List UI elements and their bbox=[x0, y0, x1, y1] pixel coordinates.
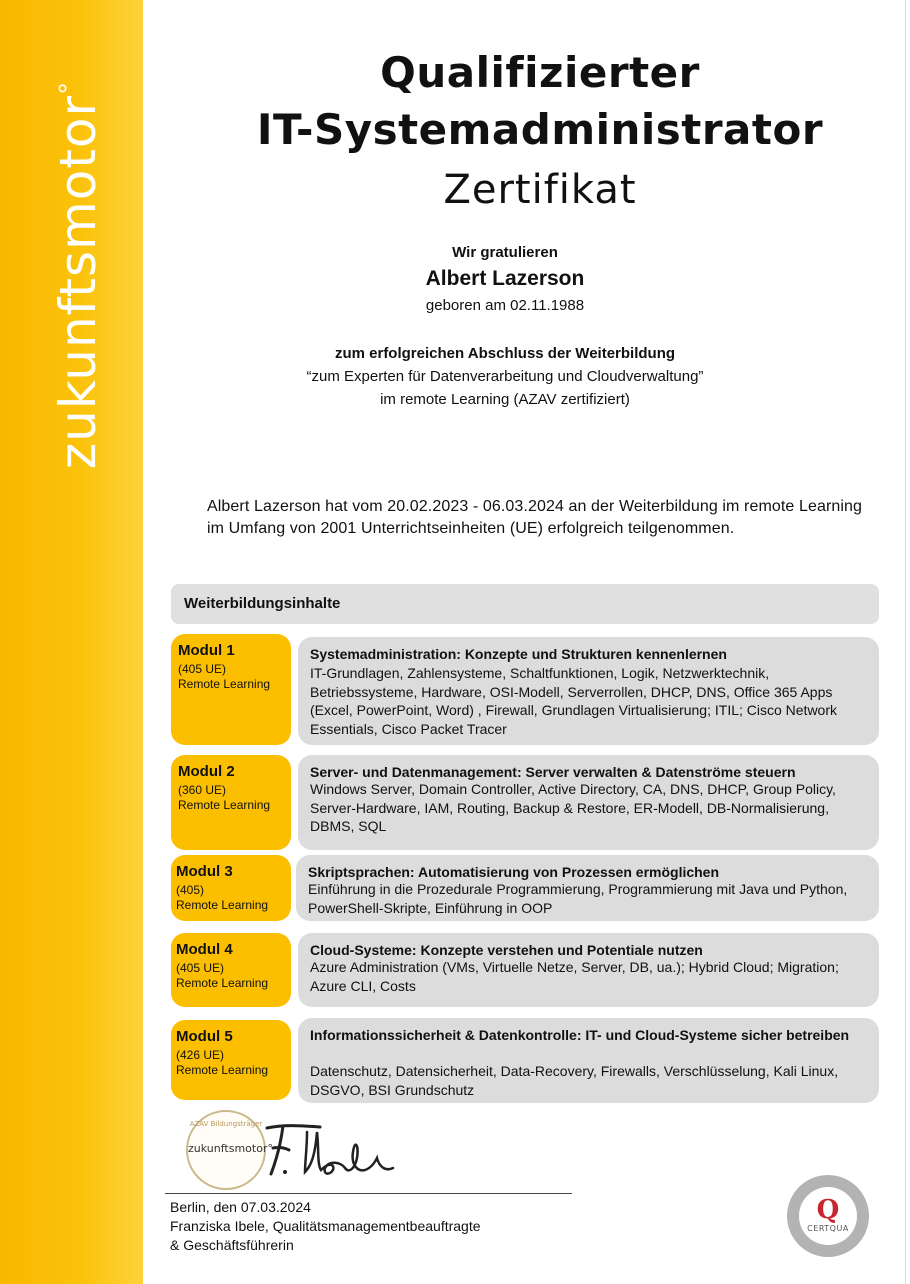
module-title: Skriptsprachen: Automatisierung von Prozessen ermöglichen bbox=[308, 864, 720, 880]
brand-logo: zukunftsmotor° bbox=[49, 80, 107, 470]
module-mode: Remote Learning bbox=[176, 976, 269, 990]
course-title: “zum Experten für Datenverarbeitung und Cloudverwaltung” bbox=[306, 368, 704, 385]
module-badge bbox=[171, 755, 291, 850]
module-title: Systemadministration: Konzepte und Strukturen kennenlernen bbox=[310, 646, 727, 662]
course-mode: im remote Learning (AZAV zertifiziert) bbox=[380, 391, 630, 408]
module-units: (405) bbox=[176, 883, 205, 897]
module-mode: Remote Learning bbox=[178, 798, 271, 812]
module-title: Cloud-Systeme: Konzepte verstehen und Potentiale nutzen bbox=[310, 942, 703, 958]
module-units: (426 UE) bbox=[176, 1048, 225, 1062]
contents-heading: Weiterbildungsinhalte bbox=[184, 595, 341, 612]
certqua-label: CERTQUA bbox=[807, 1224, 849, 1233]
module-units: (360 UE) bbox=[178, 783, 227, 797]
module-description bbox=[298, 637, 879, 745]
module-name: Modul 1 bbox=[178, 642, 235, 659]
module-title: Informationssicherheit & Datenkontrolle: IT- und Cloud-Systeme sicher betreiben bbox=[310, 1027, 850, 1043]
completion-text: zum erfolgreichen Abschluss der Weiterbildung bbox=[334, 345, 676, 362]
module-details: Windows Server, Domain Controller, Active Directory, CA, DNS, DHCP, Group Policy, Server-Hardware, IAM, Routing, Backup & Restore, ER-Modell, DB-Normalisierung, DBMS, SQL bbox=[310, 781, 836, 834]
module-mode: Remote Learning bbox=[176, 1063, 269, 1077]
handwritten-signature bbox=[245, 1118, 415, 1182]
signer-role: & Geschäftsführerin bbox=[170, 1237, 294, 1253]
place-date: Berlin, den 07.03.2024 bbox=[170, 1199, 311, 1215]
contents-heading-bar bbox=[171, 584, 879, 624]
brand-sidebar bbox=[0, 0, 143, 1284]
module-details: Azure Administration (VMs, Virtuelle Netze, Server, DB, ua.); Hybrid Cloud; Migration; Azure CLI, Costs bbox=[310, 959, 839, 994]
module-badge bbox=[171, 933, 291, 1007]
certqua-badge bbox=[787, 1175, 869, 1257]
module-description bbox=[298, 755, 879, 850]
module-description bbox=[296, 855, 879, 921]
module-badge bbox=[171, 855, 291, 921]
certificate-title-line3: Zertifikat bbox=[443, 167, 637, 213]
birth-date: geboren am 02.11.1988 bbox=[425, 297, 585, 314]
certqua-q-icon: Q bbox=[816, 1195, 840, 1225]
congrats-text: Wir gratulieren bbox=[452, 244, 558, 261]
module-units: (405 UE) bbox=[178, 662, 227, 676]
module-mode: Remote Learning bbox=[178, 677, 271, 691]
module-name: Modul 3 bbox=[176, 863, 233, 880]
module-description bbox=[298, 933, 879, 1007]
module-units: (405 UE) bbox=[176, 961, 225, 975]
module-name: Modul 4 bbox=[176, 941, 233, 958]
module-details: Einführung in die Prozedurale Programmierung, Programmierung mit Java und Python, PowerShell-Skripte, Einführung in OOP bbox=[308, 881, 848, 916]
module-name: Modul 5 bbox=[176, 1028, 233, 1045]
module-description bbox=[298, 1018, 879, 1103]
company-stamp: AZAV Bildungsträger zukunftsmotor° bbox=[186, 1110, 266, 1190]
certificate-title-line2: IT-Systemadministrator bbox=[256, 105, 824, 154]
module-badge bbox=[171, 1020, 291, 1100]
module-details: Datenschutz, Datensicherheit, Data-Recovery, Firewalls, Verschlüsselung, Kali Linux, DSGVO, BSI Grundschutz bbox=[310, 1063, 839, 1098]
module-name: Modul 2 bbox=[178, 763, 235, 780]
recipient-name: Albert Lazerson bbox=[425, 267, 585, 290]
summary-paragraph: Albert Lazerson hat vom 20.02.2023 - 06.03.2024 an der Weiterbildung im remote Learning im Umfang von 2001 Unterrichtseinheiten (UE) erfolgreich teilgenommen. bbox=[207, 498, 863, 537]
module-badge bbox=[171, 634, 291, 745]
certificate-title-line1: Qualifizierter bbox=[380, 48, 700, 97]
signer-name: Franziska Ibele, Qualitätsmanagementbeauftragte bbox=[170, 1218, 481, 1234]
module-mode: Remote Learning bbox=[176, 898, 269, 912]
module-details: IT-Grundlagen, Zahlensysteme, Schaltfunktionen, Logik, Netzwerktechnik, Betriebssysteme, Hardware, OSI-Modell, Serverrollen, DHCP, DNS, Office 365 Apps (Excel, PowerPoint, Word) , Firewall, Grundlagen Virtualisierung; ITIL; Cisco Network Essentials, Cisco Packet Tracer bbox=[310, 665, 838, 737]
module-title: Server- und Datenmanagement: Server verwalten & Datenströme steuern bbox=[310, 764, 796, 780]
signature-line bbox=[165, 1193, 572, 1194]
